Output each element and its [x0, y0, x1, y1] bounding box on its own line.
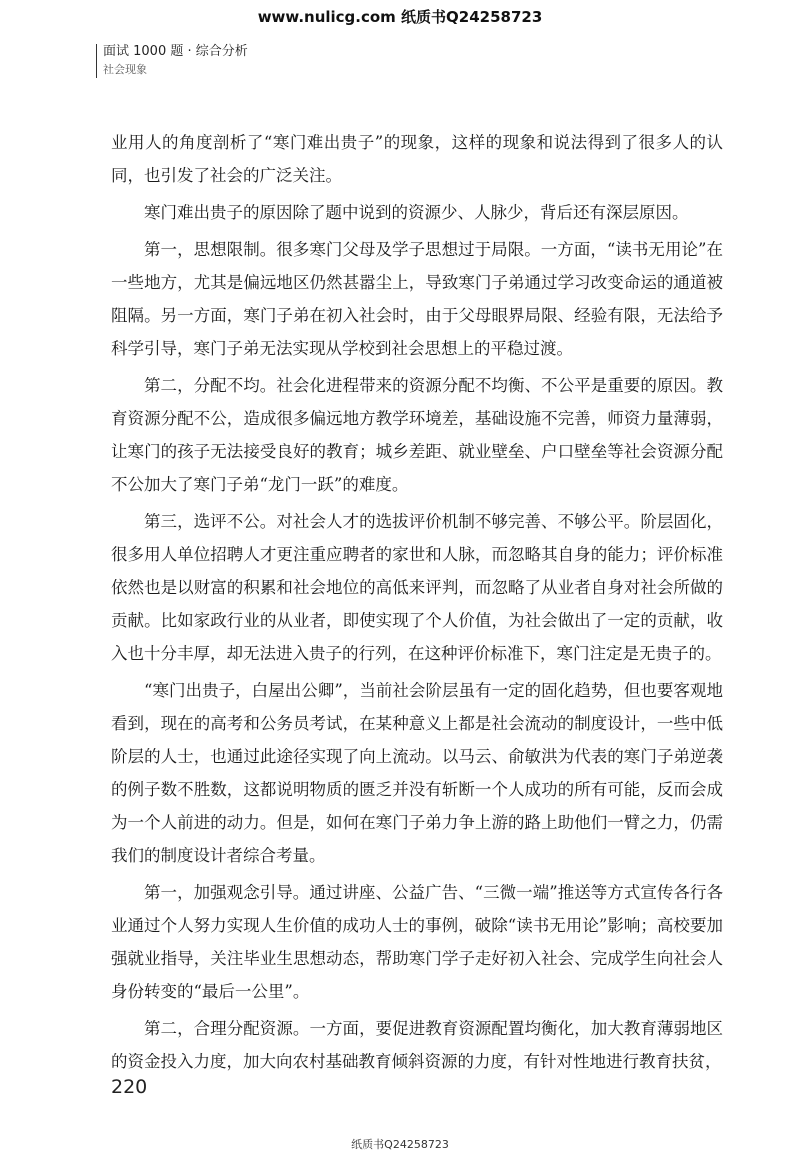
book-series-title: 面试 1000 题 · 综合分析	[103, 44, 248, 59]
bottom-watermark: 纸质书Q24258723	[351, 1138, 449, 1151]
paragraph-cause-1: 第一，思想限制。很多寒门父母及学子思想过于局限。一方面，“读书无用论”在一些地方，尤其是偏远地区仍然甚嚣尘上，导致寒门子弟通过学习改变命运的通道被阻隔。另一方面，寒门子弟在初入社会时，由于父母眼界局限、经验有限，无法给予科学引导，寒门子弟无法实现从学校到社会思想上的平稳过渡。	[111, 240, 723, 358]
paragraph-continued: 业用人的角度剖析了“寒门难出贵子”的现象，这样的现象和说法得到了很多人的认同，也引发了社会的广泛关注。	[111, 133, 723, 185]
paragraph-cause-3: 第三，选评不公。对社会人才的选拔评价机制不够完善、不够公平。阶层固化，很多用人单位招聘人才更注重应聘者的家世和人脉，而忽略其自身的能力；评价标准依然也是以财富的积累和社会地位的高低来评判，而忽略了从业者自身对社会所做的贡献。比如家政行业的从业者，即使实现了个人价值，为社会做出了一定的贡献，收入也十分丰厚，却无法进入贵子的行列，在这种评价标准下，寒门注定是无贵子的。	[111, 512, 723, 663]
paragraph-cause-2: 第二，分配不均。社会化进程带来的资源分配不均衡、不公平是重要的原因。教育资源分配不公，造成很多偏远地方教学环境差，基础设施不完善，师资力量薄弱，让寒门的孩子无法接受良好的教育；城乡差距、就业壁垒、户口壁垒等社会资源分配不公加大了寒门子弟“龙门一跃”的难度。	[111, 376, 723, 494]
running-header	[96, 44, 248, 78]
page-body	[111, 126, 723, 1082]
paragraph-causes-intro: 寒门难出贵子的原因除了题中说到的资源少、人脉少，背后还有深层原因。	[144, 203, 689, 222]
section-title: 社会现象	[103, 63, 147, 76]
paragraph-measure-2: 第二，合理分配资源。一方面，要促进教育资源配置均衡化，加大教育薄弱地区的资金投入力度，加大向农村基础教育倾斜资源的力度，有针对性地进行教育扶贫，	[111, 1019, 723, 1071]
paragraph-measure-1: 第一，加强观念引导。通过讲座、公益广告、“三微一端”推送等方式宣传各行各业通过个人努力实现人生价值的成功人士的事例，破除“读书无用论”影响；高校要加强就业指导，关注毕业生思想动态，帮助寒门学子走好初入社会、完成学生向社会人身份转变的“最后一公里”。	[111, 883, 723, 1001]
top-watermark: www.nulicg.com 纸质书Q24258723	[257, 8, 543, 26]
paragraph-analysis: “寒门出贵子，白屋出公卿”，当前社会阶层虽有一定的固化趋势，但也要客观地看到，现在的高考和公务员考试，在某种意义上都是社会流动的制度设计，一些中低阶层的人士，也通过此途径实现了向上流动。以马云、俞敏洪为代表的寒门子弟逆袭的例子数不胜数，这都说明物质的匮乏并没有斩断一个人成功的所有可能，反而会成为一个人前进的动力。但是，如何在寒门子弟力争上游的路上助他们一臂之力，仍需我们的制度设计者综合考量。	[111, 681, 723, 865]
page-number: 220	[111, 1076, 148, 1098]
